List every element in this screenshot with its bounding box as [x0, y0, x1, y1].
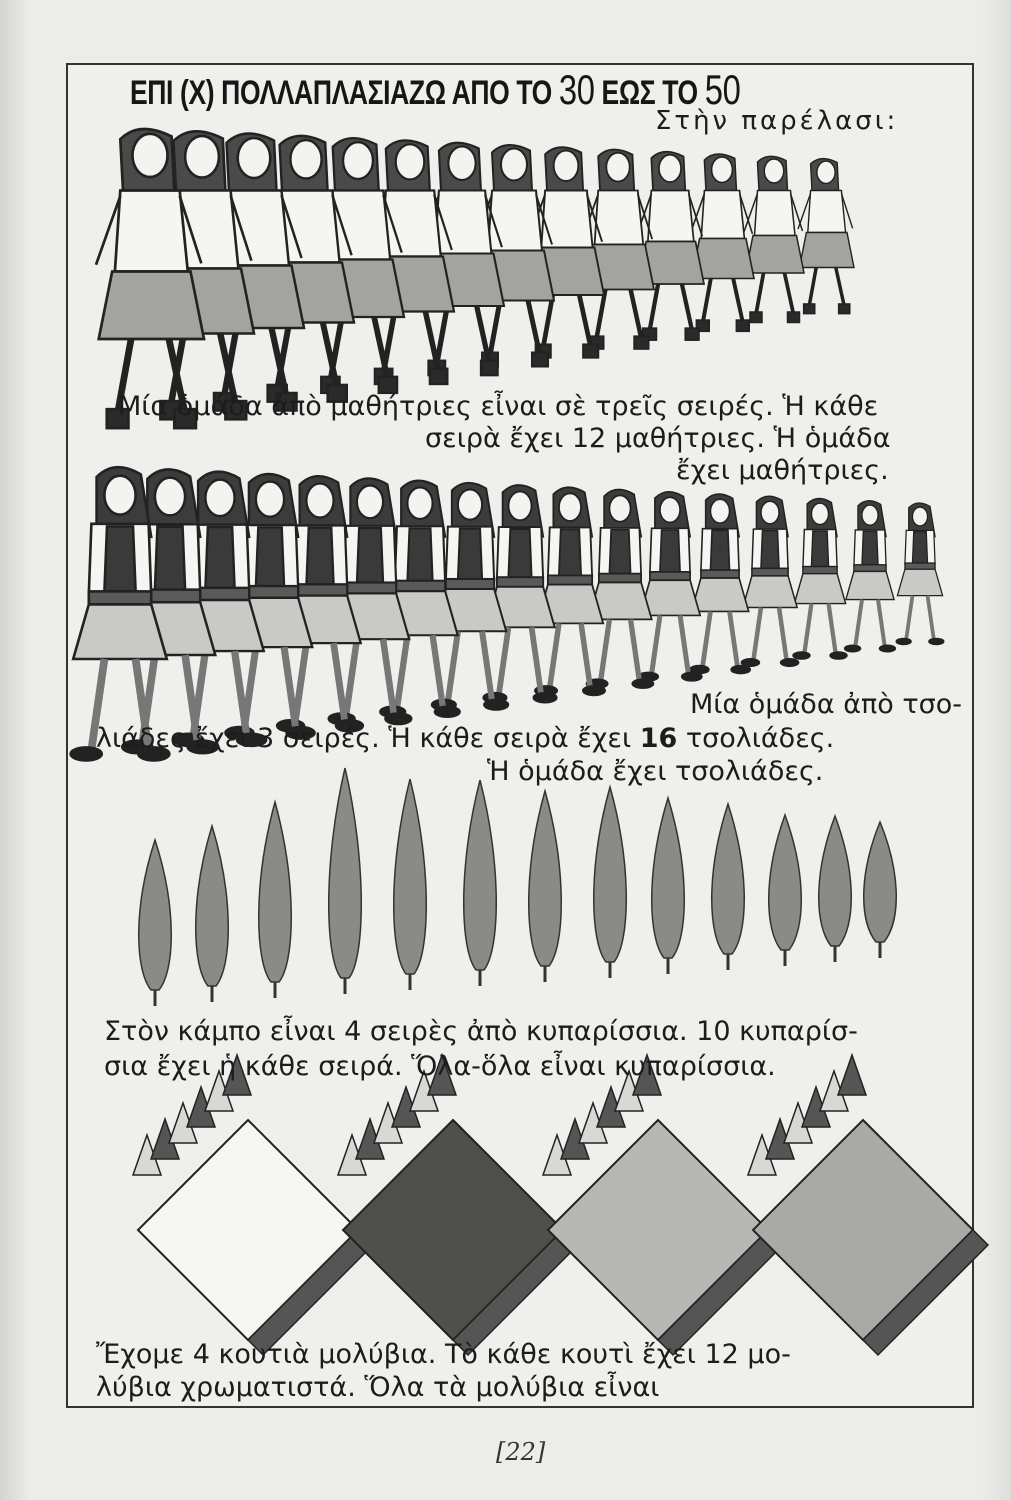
cypress-trees-illustration — [139, 768, 897, 1006]
evzones-text-line-1: Μία ὁμάδα ἀπὸ τσο- — [690, 689, 962, 720]
evzones-text-line-3: Ἡ ὁμάδα ἔχει τσολιάδες. — [487, 756, 824, 787]
schoolgirl-figure — [744, 156, 804, 322]
pencil-box — [543, 1055, 783, 1355]
cypress-tree — [864, 822, 897, 958]
cypress-tree — [196, 826, 229, 1002]
cypress-tree — [394, 779, 427, 990]
pencil-box — [338, 1055, 578, 1355]
cypress-tree — [769, 815, 802, 966]
cypress-tree — [329, 768, 362, 994]
evzone-figure — [845, 501, 896, 652]
parade-subtitle: Στὴν παρέλασι: — [655, 106, 899, 136]
page-number: [22] — [496, 1438, 546, 1466]
students-text-line-1: Μία ὁμάδα ἀπὸ μαθήτριες εἶναι σὲ τρεῖς σειρές. Ἡ κάθε — [118, 391, 879, 422]
evzone-figure — [638, 492, 702, 681]
cypress-text-line-1: Στὸν κάμπο εἶναι 4 σειρὲς ἀπὸ κυπαρίσσια. 10 κυπαρίσ- — [104, 1016, 858, 1047]
pencil-boxes-illustration — [133, 1055, 988, 1355]
cypress-tree — [529, 791, 562, 982]
cypress-tree — [259, 802, 292, 998]
students-text-line-3: ἔχει μαθήτριες. — [676, 455, 889, 486]
evzone-figure — [535, 487, 605, 695]
schoolgirl-figure — [798, 159, 854, 314]
cypress-text-line-2: σια ἔχει ἡ κάθε σειρά. Ὅλα-ὅλα εἶναι κυπαρίσσια. — [104, 1051, 776, 1082]
students-text-line-2: σειρὰ ἔχει 12 μαθήτριες. Ἡ ὁμάδα — [425, 423, 891, 454]
evzone-figure — [793, 499, 847, 660]
evzone-figure — [690, 494, 750, 674]
cypress-tree — [594, 787, 627, 978]
cypress-tree — [819, 816, 852, 962]
pencil-box — [133, 1055, 373, 1355]
cypress-tree — [139, 840, 172, 1006]
schoolgirl-figure — [690, 154, 754, 331]
evzone-figure — [741, 496, 798, 666]
schoolgirls-illustration — [96, 129, 854, 428]
evzones-text-line-2: λιάδες ἔχει 3 σειρές. Ἡ κάθε σειρὰ ἔχει 16 τσολιάδες. — [96, 723, 835, 754]
evzone-figure — [587, 490, 654, 688]
cypress-tree — [712, 804, 745, 970]
cypress-tree — [464, 780, 497, 986]
cypress-tree — [652, 798, 685, 974]
evzone-figure — [896, 503, 944, 645]
pencils-text-line-2: λύβια χρωματιστά. Ὅλα τὰ μολύβια εἶναι — [96, 1372, 660, 1403]
page-title: ΕΠΙ (X) ΠΟΛΛΑΠΛΑΣΙΑΖΩ ΑΠΟ ΤΟ 30 ΕΩΣ ΤΟ 50 — [130, 66, 741, 113]
pencil-box — [748, 1055, 988, 1355]
pencils-text-line-1: Ἔχομε 4 κουτιὰ μολύβια. Τὸ κάθε κουτὶ ἔχει 12 μο- — [96, 1339, 791, 1370]
